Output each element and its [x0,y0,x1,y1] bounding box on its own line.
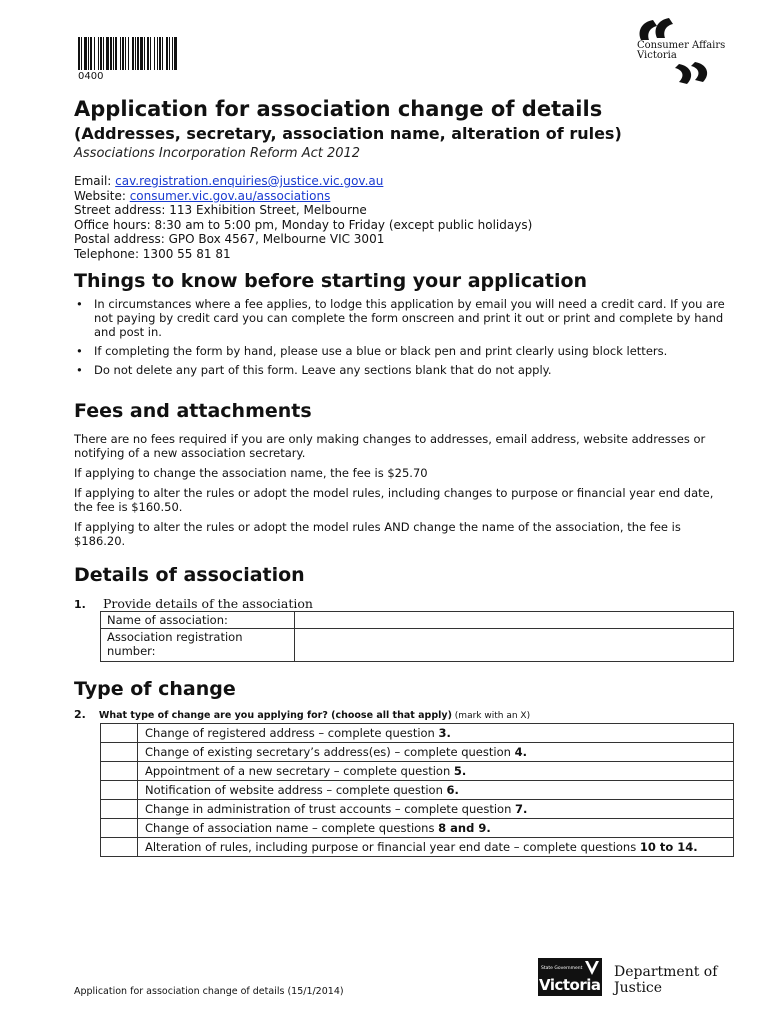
fees-paragraph: If applying to change the association name, the fee is $25.70 [74,466,428,480]
victoria-logo-box: State Government Victoria [538,958,602,996]
things-to-know-heading: Things to know before starting your application [74,270,588,292]
change-checkbox[interactable] [101,800,138,819]
barcode-bar [132,37,134,70]
table-row [101,800,734,819]
barcode-bar [84,37,87,70]
barcode-bar [162,37,163,70]
barcode-bar [128,37,129,70]
fees-paragraph: There are no fees required if you are only making changes to addresses, email address, website addresses or notifying of a new association secretary. [74,432,706,460]
postal-address: Postal address: GPO Box 4567, Melbourne VIC 3001 [74,232,385,246]
footer-text: Application for association change of details (15/1/2014) [74,986,344,997]
website-link[interactable]: consumer.vic.gov.au/associations [129,188,331,203]
table-row [101,819,734,838]
department-name: Department of Justice [614,964,718,996]
change-option-label: Change of existing secretary’s address(es) – complete question 4. [138,743,734,762]
list-item: • Do not delete any part of this form. Leave any sections blank that do not apply. [76,363,552,377]
association-name-label: Name of association: [101,612,295,629]
table-row [101,838,734,857]
change-option-label: Alteration of rules, including purpose or financial year end date – complete questions 10 to 14. [138,838,734,857]
fees-heading: Fees and attachments [74,400,312,422]
page-title: Application for association change of details [74,97,603,121]
barcode-bar [157,37,158,70]
contact-block: Email: cav.registration.enquiries@justice.vic.gov.au Website: consumer.vic.gov.au/associations Street address: 113 Exhibition Street, Melbourne Office hours: 8:30 am to 5:00 pm, Monday to Friday (except public holidays) Postal address: GPO Box 4567, Melbourne VIC 3001 Telephone: 1300 55 81 81 [74,174,744,261]
change-checkbox[interactable] [101,724,138,743]
question-2 [74,708,530,721]
victoria-v-icon [584,960,600,976]
barcode-bar [172,37,173,70]
barcode [78,37,238,70]
barcode-bar [122,37,124,70]
fees-paragraphs [74,432,729,554]
act-name: Associations Incorporation Reform Act 2012 [74,146,361,161]
change-checkbox[interactable] [101,819,138,838]
barcode-number: 0400 [78,71,104,82]
barcode-bar [166,37,168,70]
barcode-bar [106,37,109,70]
barcode-bar [147,37,149,70]
barcode-bar [169,37,170,70]
table-row [101,724,734,743]
barcode-bar [94,37,95,70]
barcode-bar [159,37,161,70]
barcode-bar [78,37,80,70]
barcode-bar [110,37,112,70]
list-item: • If completing the form by hand, please use a blue or black pen and print clearly using block letters. [76,344,668,358]
barcode-bar [81,37,82,70]
barcode-bar [90,37,92,70]
details-heading: Details of association [74,564,305,586]
barcode-bar [135,37,136,70]
list-item: • In circumstances where a fee applies, to lodge this application by email you will need a credit card. If you are not paying by credit card you can complete the form onscreen and print it out or print and complete by hand and post in. [76,297,725,339]
table-row [101,612,734,629]
change-checkbox[interactable] [101,743,138,762]
table-row [101,743,734,762]
table-row [101,781,734,800]
barcode-bar [88,37,89,70]
change-option-label: Change in administration of trust accounts – complete question 7. [138,800,734,819]
question-number: 1. [74,598,86,611]
barcode-bar [120,37,121,70]
barcode-bar [115,37,117,70]
association-name-field[interactable] [295,612,734,629]
question-number: 2. [74,708,86,721]
change-checkbox[interactable] [101,762,138,781]
barcode-bar [144,37,145,70]
page-subtitle: (Addresses, secretary, association name, alteration of rules) [74,124,622,143]
consumer-affairs-logo-text: Consumer Affairs Victoria [637,40,726,61]
change-option-label: Appointment of a new secretary – complete question 5. [138,762,734,781]
things-to-know-list [74,297,729,382]
change-checkbox[interactable] [101,781,138,800]
barcode-bar [174,37,177,70]
barcode-bar [150,37,151,70]
change-option-label: Notification of website address – complete question 6. [138,781,734,800]
barcode-bar [103,37,104,70]
registration-number-label: Association registration number: [101,629,295,662]
question-1 [74,593,313,612]
registration-number-field[interactable] [295,629,734,662]
office-hours: Office hours: 8:30 am to 5:00 pm, Monday to Friday (except public holidays) [74,217,533,232]
question-hint: (mark with an X) [451,711,531,721]
type-of-change-heading: Type of change [74,678,236,700]
barcode-bar [100,37,102,70]
change-option-label: Change of registered address – complete question 3. [138,724,734,743]
barcode-bar [98,37,99,70]
street-address: Street address: 113 Exhibition Street, Melbourne [74,203,367,217]
change-option-label: Change of association name – complete questions 8 and 9. [138,819,734,838]
type-of-change-table [100,723,734,857]
question-text: Provide details of the association [102,596,313,611]
association-details-table [100,611,734,662]
telephone: Telephone: 1300 55 81 81 [74,246,231,261]
barcode-bar [113,37,114,70]
table-row [101,629,734,662]
change-checkbox[interactable] [101,838,138,857]
fees-paragraph: If applying to alter the rules or adopt the model rules, including changes to purpose or financial year end date, the fee is $160.50. [74,486,714,514]
barcode-bar [137,37,139,70]
barcode-bar [140,37,143,70]
email-link[interactable]: cav.registration.enquiries@justice.vic.gov.au [115,174,384,188]
table-row [101,762,734,781]
barcode-bar [154,37,155,70]
fees-paragraph: If applying to alter the rules or adopt the model rules AND change the name of the association, the fee is $186.20. [74,520,681,548]
question-text: What type of change are you applying for? (choose all that apply) [98,710,452,721]
barcode-bar [125,37,126,70]
